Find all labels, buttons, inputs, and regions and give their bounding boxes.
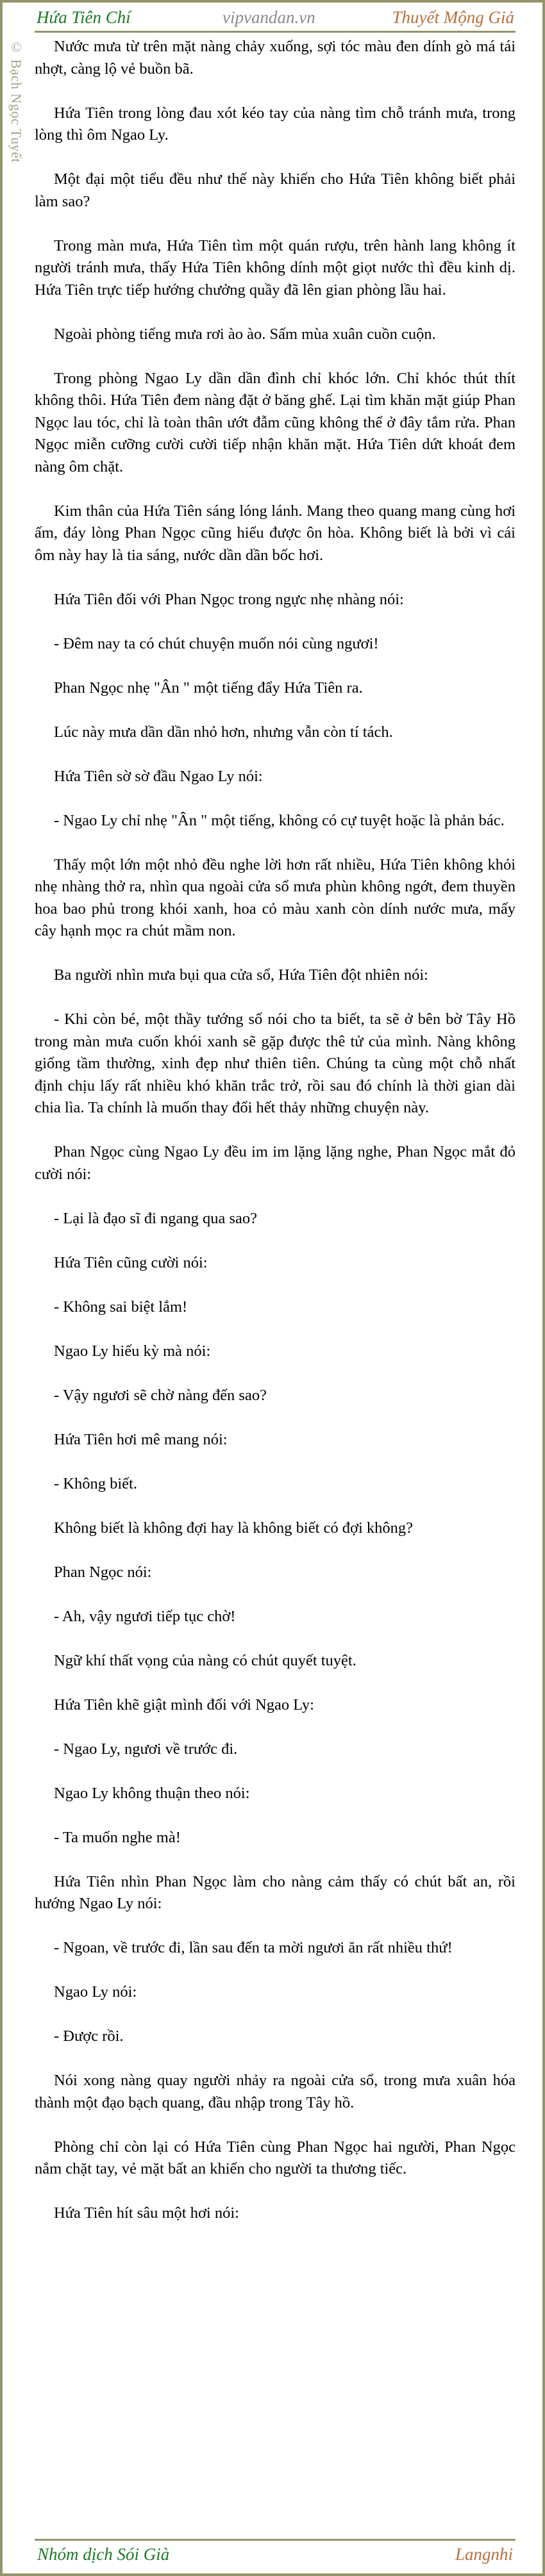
paragraph: Kim thân của Hứa Tiên sáng lóng lánh. Mang theo quang mang cùng hơi ấm, đáy lòng Phan Ngọc cũng hiểu được ôn hòa. Không biết là bởi vì cái ôm này hay là tia sáng, nước dần dần bốc hơi. [35,502,516,564]
paragraph: Hứa Tiên hơi mê mang nói: [54,1430,228,1448]
paragraph: Không biết là không đợi hay là không biết có đợi không? [54,1519,414,1537]
paragraph: Hứa Tiên cũng cười nói: [54,1253,208,1271]
paragraph: Ngữ khí thất vọng của nàng có chút quyết tuyệt. [54,1651,356,1669]
paragraph: Hứa Tiên hít sâu một hơi nói: [54,2204,239,2222]
paragraph: Trong phòng Ngao Ly dần dần đình chỉ khóc lớn. Chỉ khóc thút thít không thôi. Hứa Tiên đem nàng đặt ở băng ghế. Lại tìm khăn mặt giúp Phan Ngọc lau tóc, chỉ là toàn thân ướt đẫm cũng không thể ở đây tắm rửa. Phan Ngọc miễn cưỡng cười cười tiếp nhận khăn mặt. Hứa Tiên dứt khoát đem nàng ôm chặt. [35,369,516,475]
paragraph: Nói xong nàng quay người nhảy ra ngoài cửa sổ, trong mưa xuân hóa thành một đạo bạch quang, đầu nhập trong Tây hồ. [35,2072,516,2111]
paragraph: - Ngao Ly chỉ nhẹ "Ân " một tiếng, không có cự tuyệt hoặc là phản bác. [54,811,505,829]
paragraph: - Khi còn bé, một thầy tướng số nói cho ta biết, ta sẽ ở bên bờ Tây Hồ trong màn mưa cuốn khói xanh sẽ gặp được thê tử của mình. Nàng không giống tầm thường, xinh đẹp như thiên tiên. Chúng ta cùng một chỗ nhất định chịu lấy rất nhiều khó khăn trắc trở, rồi sau đó chính là thời gian dài chia lìa. Ta chính là muốn thay đổi hết thảy những chuyện này. [35,1011,516,1116]
translation-group: Nhóm dịch Sói Già [37,2545,170,2564]
paragraph: - Được rồi. [54,2027,124,2045]
paragraph: Ngao Ly không thuận theo nói: [54,1784,250,1802]
paragraph: Hứa Tiên trong lòng đau xót kéo tay của nàng tìm chỗ tránh mưa, trong lòng thì ôm Ngao Ly. [35,104,516,144]
chapter-text [35,36,516,2247]
paragraph: - Ah, vậy ngươi tiếp tục chờ! [54,1607,236,1625]
author-name: Thuyết Mộng Giả [392,8,514,27]
translator-name: Langnhi [455,2545,513,2564]
paragraph: Phan Ngọc cùng Ngao Ly đều im im lặng lặng nghe, Phan Ngọc mắt đỏ cười nói: [35,1143,516,1183]
paragraph: Thấy một lớn một nhỏ đều nghe lời hơn rất nhiều, Hứa Tiên không khỏi nhẹ nhàng thở ra, nhìn qua ngoài cửa sổ mưa phùn không ngớt, đem thuyền hoa bao phủ trong khói xanh, hoa cỏ màu xanh còn dính nước mưa, mấy cây hạnh mọc ra chút mầm non. [35,855,516,939]
page-footer [35,2539,516,2574]
paragraph: - Ngoan, về trước đi, lần sau đến ta mời ngươi ăn rất nhiều thứ! [54,1939,453,1956]
page-header [35,6,516,33]
paragraph: Phan Ngọc nhẹ "Ân " một tiếng đẩy Hứa Tiên ra. [54,679,363,697]
paragraph: Ngoài phòng tiếng mưa rơi ào ào. Sấm mùa xuân cuồn cuộn. [54,325,436,343]
paragraph: Hứa Tiên đối với Phan Ngọc trong ngực nhẹ nhàng nói: [54,590,404,608]
paragraph: - Đêm nay ta có chút chuyện muốn nói cùng ngươi! [54,634,379,652]
paragraph: - Ngao Ly, ngươi về trước đi. [54,1740,238,1758]
paragraph: Lúc này mưa dần dần nhỏ hơn, nhưng vẫn còn tí tách. [54,723,393,741]
paragraph: Ngao Ly hiếu kỳ mà nói: [54,1342,211,1360]
book-title: Hứa Tiên Chí [37,8,131,27]
paragraph: Trong màn mưa, Hứa Tiên tìm một quán rượu, trên hành lang không ít người tránh mưa, thấy Hứa Tiên không dính một giọt nước thì đều kinh dị. Hứa Tiên trực tiếp hướng chưởng quầy đã lên gian phòng lầu hai. [35,236,516,299]
paragraph: Hứa Tiên nhìn Phan Ngọc làm cho nàng cảm thấy có chút bất an, rồi hướng Ngao Ly nói: [35,1872,516,1912]
paragraph: Phòng chỉ còn lại có Hứa Tiên cùng Phan Ngọc hai người, Phan Ngọc nắm chặt tay, vẻ mặt bất an khiến cho người ta thương tiếc. [35,2138,516,2177]
copyright-watermark: © Bạch Ngọc Tuyết [8,39,24,163]
paragraph: - Không biết. [54,1474,137,1492]
paragraph: Ba người nhìn mưa bụi qua cửa sổ, Hứa Tiên đột nhiên nói: [54,966,428,984]
paragraph: - Không sai biệt lắm! [54,1298,188,1316]
paragraph: Hứa Tiên khẽ giật mình đối với Ngao Ly: [54,1696,314,1713]
paragraph: - Lại là đạo sĩ đi ngang qua sao? [54,1209,258,1227]
paragraph: Phan Ngọc nói: [54,1563,152,1581]
site-name: vipvandan.vn [222,8,315,27]
paragraph: Ngao Ly nói: [54,1983,137,2001]
paragraph: Nước mưa từ trên mặt nàng chảy xuống, sợi tóc màu đen dính gò má tái nhợt, càng lộ vẻ buồn bã. [35,38,516,78]
paragraph: - Ta muốn nghe mà! [54,1828,181,1846]
paragraph: - Vậy ngươi sẽ chờ nàng đến sao? [54,1386,267,1404]
paragraph: Hứa Tiên sờ sờ đầu Ngao Ly nói: [54,767,263,785]
paragraph: Một đại một tiểu đều như thế này khiến cho Hứa Tiên không biết phải làm sao? [35,170,516,210]
